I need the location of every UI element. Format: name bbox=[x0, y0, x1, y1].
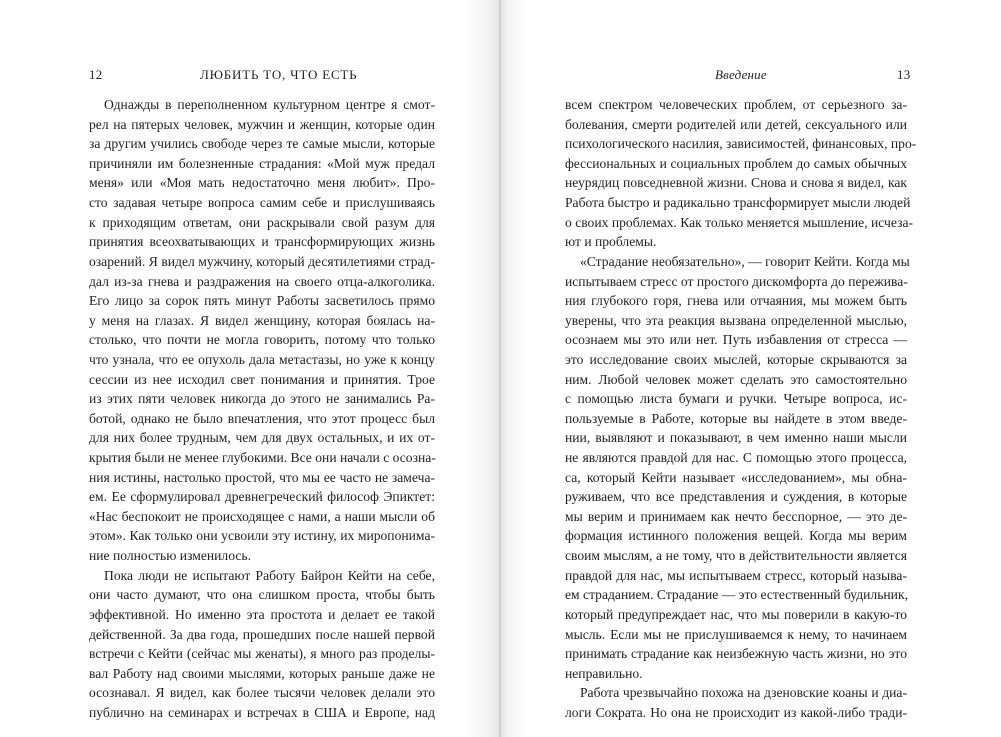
text-line: нии, выявляют и показывают, в чем именно наши мысли bbox=[565, 430, 907, 445]
text-line: «Нас беспокоит не происходящее с нами, а наши мысли об bbox=[89, 509, 435, 524]
text-line: ним. Любой человек может сделать это самостоятельно bbox=[565, 372, 907, 387]
text-line: мы верим и принимаем как нечто бесспорное, — это де- bbox=[565, 509, 907, 524]
text-line: ботой, однако не было впечатления, что этот процесс был bbox=[89, 411, 435, 426]
gutter-shadow-right bbox=[501, 0, 525, 737]
text-line: действенной. За два года, прошедших после нашей первой bbox=[89, 627, 435, 642]
text-line: встречи с Кейти (сейчас мы женаты), я много раз проделы- bbox=[89, 646, 435, 661]
left-page-number: 12 bbox=[89, 67, 103, 82]
text-line: болевания, смерти родителей или детей, сексуального или bbox=[565, 117, 907, 132]
text-line: принимать страдание как неизбежную часть жизни, но это bbox=[565, 646, 907, 661]
text-line: столько, что почти не могла говорить, потому что только bbox=[89, 332, 435, 347]
text-line: за другим учились свободе через те самые мысли, которые bbox=[89, 136, 435, 151]
text-line: ние полностью изменилось. bbox=[89, 548, 251, 563]
text-line: публично на семинарах и встречах в США и Европе, над bbox=[89, 705, 435, 720]
text-line: осознаем мы это или нет. Путь избавления от стресса — bbox=[565, 332, 907, 347]
text-line: Работа быстро и радикально трансформирует мысли людей bbox=[565, 195, 911, 210]
text-line: не являются правдой для нас. С помощью этого процесса, bbox=[565, 450, 907, 465]
text-line: ем страданием. Страдание — это естественный будильник, bbox=[565, 587, 908, 602]
text-line: неправильно. bbox=[565, 666, 643, 681]
text-line: который предупреждает нас, что мы поверили в какую-то bbox=[565, 607, 907, 622]
text-line: правдой для нас, мы испытываем стресс, который называ- bbox=[565, 568, 907, 583]
text-line: сессии из нее исходил свет понимания и принятия. Трое bbox=[89, 372, 435, 387]
text-line: ем. Ее сформулировал древнегреческий философ Эпиктет: bbox=[89, 489, 435, 504]
text-line: руживаем, что все представления и суждения, в которые bbox=[565, 489, 907, 504]
left-running-title: ЛЮБИТЬ ТО, ЧТО ЕСТЬ bbox=[200, 67, 358, 82]
text-line: ния глубокого горя, гнева или отчаяния, мы можем быть bbox=[565, 293, 907, 308]
text-line: Однажды в переполненном культурном центре я смот- bbox=[104, 97, 435, 112]
text-line: осознавал. Я видел, как более тысячи человек делали это bbox=[89, 685, 435, 700]
right-running-title: Введение bbox=[715, 67, 767, 82]
text-line: причиняли им болезненные страдания: «Мой муж предал bbox=[89, 156, 435, 171]
right-page-number: 13 bbox=[897, 67, 911, 82]
text-line: сто задавая четыре вопроса самим себе и прислушиваясь bbox=[89, 195, 435, 210]
text-line: что узнала, что ее опухоль дала метастазы, но уже к концу bbox=[89, 352, 435, 367]
text-line: психологического насилия, зависимостей, финансовых, про- bbox=[565, 136, 917, 151]
text-line: «Страдание необязательно», — говорит Кейти. Когда мы bbox=[580, 254, 910, 269]
text-line: эффективной. Но именно эта простота и делает ее такой bbox=[89, 607, 435, 622]
text-line: из этих пяти человек никогда до этого не занимались Ра- bbox=[89, 391, 435, 406]
text-line: са, который Кейти называет «исследованием», мы обна- bbox=[565, 470, 907, 485]
text-line: пользуемые в Работе, которые вы найдете в этом введе- bbox=[565, 411, 907, 426]
text-line: к приходящим ответам, они раскрывали свой разум для bbox=[89, 215, 435, 230]
text-line: ют и проблемы. bbox=[565, 234, 657, 249]
text-line: у меня на глазах. Я видел женщину, которая боялась на- bbox=[89, 313, 435, 328]
gutter-shadow-left bbox=[461, 0, 499, 737]
text-line: это исследование своих мыслей, которые скрываются за bbox=[565, 352, 907, 367]
text-line: этом». Как только они усвоили эту истину, их миропонима- bbox=[89, 528, 435, 543]
text-line: фессиональных и социальных проблем до самых обычных bbox=[565, 156, 907, 171]
text-line: они часто думают, что она слишком проста, чтобы быть bbox=[89, 587, 435, 602]
text-line: крытия были не менее глубокими. Все они начали с осозна- bbox=[89, 450, 436, 465]
text-line: логи Сократа. Но она не происходит из какой-либо тради- bbox=[565, 705, 907, 720]
text-line: меня» или «Моя мать недостаточно меня любит». Про- bbox=[89, 175, 435, 190]
text-line: Пока люди не испытают Работу Байрон Кейти на себе, bbox=[104, 568, 435, 583]
text-line: ния истины, настолько простой, что мы ее часто не замеча- bbox=[89, 470, 435, 485]
text-line: для них более трудным, чем для двух остальных, и их от- bbox=[89, 430, 435, 445]
text-line: испытываем стресс от простого дискомфорта до пережива- bbox=[565, 274, 908, 289]
text-line: вал Работу над своими мыслями, которых раньше даже не bbox=[89, 666, 435, 681]
gutter-divider bbox=[499, 0, 501, 737]
text-line: мысль. Если мы не прислушиваемся к нему, то начинаем bbox=[565, 627, 907, 642]
text-line: всем спектром человеческих проблем, от серьезного за- bbox=[565, 97, 907, 112]
text-line: рел на пятерых человек, мужчин и женщин, которые один bbox=[89, 117, 435, 132]
text-line: уверены, что эта реакция вызвана определенной мыслью, bbox=[565, 313, 907, 328]
text-line: Работа чрезвычайно похожа на дзеновские коаны и диа- bbox=[580, 685, 907, 700]
text-line: о своих проблемах. Как только меняется мышление, исчеза- bbox=[565, 215, 914, 230]
text-line: дал из-за гнева и раздражения на своего отца-алкоголика. bbox=[89, 274, 435, 289]
text-line: принятия всеохватывающих и трансформирующих жизнь bbox=[89, 234, 435, 249]
text-line: с помощью листа бумаги и ручки. Четыре вопроса, ис- bbox=[565, 391, 907, 406]
text-line: неурядиц повседневной жизни. Снова и снова я видел, как bbox=[565, 175, 907, 190]
text-line: озарений. Я видел мужчину, который десятилетиями страд- bbox=[89, 254, 435, 269]
text-line: формация истинного положения вещей. Когда мы верим bbox=[565, 528, 907, 543]
text-line: своим мыслям, а не тому, что в действительности является bbox=[565, 548, 907, 563]
text-line: Его лицо за сорок пять минут Работы засветилось прямо bbox=[89, 293, 435, 308]
